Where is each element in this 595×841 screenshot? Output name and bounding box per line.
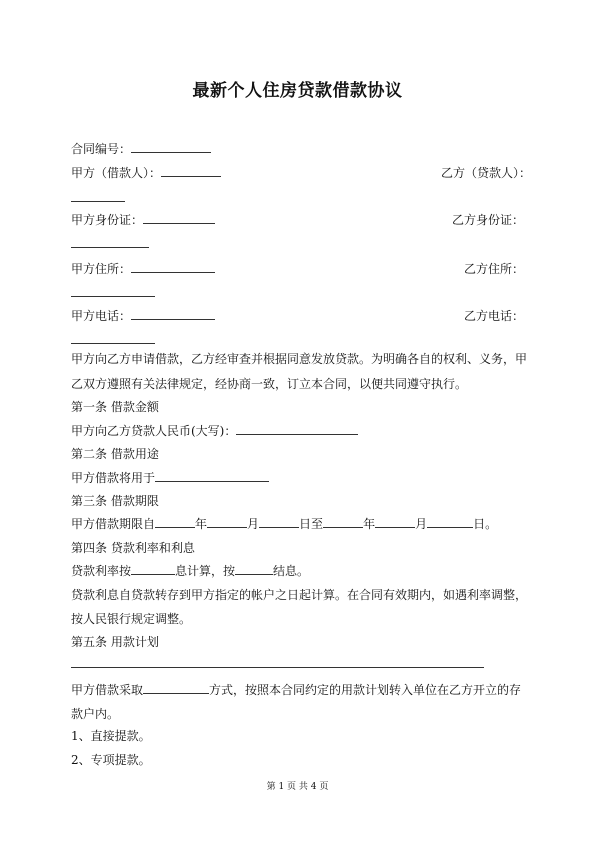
party-b-phone-blank — [71, 332, 155, 344]
article-4-text — [71, 563, 309, 579]
start-month-label: 月 — [247, 517, 260, 531]
list-item-direct-withdrawal: 1、直接提款。 — [71, 729, 151, 743]
start-year-label: 年 — [195, 517, 208, 531]
party-b-address-blank-line — [71, 285, 155, 301]
article-3-text — [71, 516, 497, 532]
article-2-text — [71, 470, 269, 486]
settlement-label: 结息。 — [273, 564, 310, 578]
interest-rate-label: 贷款利率按 — [71, 564, 132, 578]
party-a-id-label: 甲方身份证： — [71, 213, 144, 227]
contract-number-line — [71, 141, 211, 157]
list-item-special-withdrawal: 2、专项提款。 — [71, 753, 151, 767]
intro-paragraph-line-2: 乙双方遵照有关法律规定，经协商一致，订立本合同，以便共同遵守执行。 — [71, 377, 468, 391]
article-5-heading: 第五条 用款计划 — [71, 635, 159, 649]
party-b-address-label: 乙方住所： — [464, 262, 525, 276]
party-a-phone-blank — [131, 308, 215, 320]
party-b-phone-label: 乙方电话： — [464, 309, 525, 323]
end-day-blank — [427, 516, 473, 528]
document-title: 最新个人住房贷款借款协议 — [192, 81, 403, 101]
loan-amount-label: 甲方向乙方贷款人民币(大写)： — [71, 424, 237, 438]
withdrawal-method-label: 甲方借款采取 — [71, 683, 144, 697]
party-b-phone-blank-line — [71, 332, 155, 348]
party-b-lender-label: 乙方（贷款人）： — [441, 166, 532, 180]
article-4-heading: 第四条 贷款利率和利息 — [71, 541, 195, 555]
start-year-blank — [155, 516, 195, 528]
party-b-id-blank-line — [71, 236, 149, 252]
start-day-label: 日至 — [299, 517, 324, 531]
start-day-blank — [259, 516, 299, 528]
party-a-phone-label: 甲方电话： — [71, 309, 132, 323]
party-b-address-blank — [71, 285, 155, 297]
article-5-blank-rule — [71, 667, 484, 668]
party-a-address-label: 甲方住所： — [71, 262, 132, 276]
term-start-label: 甲方借款期限自 — [71, 517, 156, 531]
withdrawal-method-blank — [143, 682, 209, 694]
end-day-label: 日。 — [473, 517, 498, 531]
end-month-blank — [375, 516, 415, 528]
article-1-text — [71, 423, 358, 439]
withdrawal-method-text: 方式，按照本合同约定的用款计划转入单位在乙方开立的存 — [209, 683, 522, 697]
article-5-text-line-2: 款户内。 — [71, 707, 120, 721]
start-month-blank — [207, 516, 247, 528]
article-1-heading: 第一条 借款金额 — [71, 400, 159, 414]
interest-calc-label: 息计算，按 — [175, 564, 236, 578]
article-3-heading: 第三条 借款期限 — [71, 494, 159, 508]
party-a-borrower-blank — [161, 165, 221, 177]
end-year-label: 年 — [363, 517, 376, 531]
article-2-heading: 第二条 借款用途 — [71, 447, 159, 461]
party-b-lender-blank-line — [71, 190, 125, 206]
party-a-id-line — [71, 212, 215, 228]
interest-rate-blank — [131, 563, 175, 575]
contract-number-blank — [131, 141, 211, 153]
party-b-lender-blank — [71, 190, 125, 202]
page-footer: 第 1 页 共 4 页 — [266, 782, 329, 792]
party-a-id-blank — [143, 212, 215, 224]
party-a-address-line — [71, 261, 215, 277]
article-4-paragraph-line-2: 按人民银行规定调整。 — [71, 612, 192, 626]
end-year-blank — [323, 516, 363, 528]
loan-purpose-label: 甲方借款将用于 — [71, 471, 156, 485]
party-a-borrower-line — [71, 165, 221, 181]
party-b-id-label: 乙方身份证： — [452, 213, 525, 227]
party-a-phone-line — [71, 308, 215, 324]
contract-number-label: 合同编号： — [71, 142, 132, 156]
party-b-id-blank — [71, 236, 149, 248]
article-5-text — [71, 682, 521, 698]
loan-amount-blank — [236, 423, 358, 435]
article-4-paragraph-line-1: 贷款利息自贷款转存到甲方指定的帐户之日起计算。在合同有效期内，如遇利率调整， — [71, 588, 528, 602]
intro-paragraph-line-1: 甲方向乙方申请借款，乙方经审查并根据同意发放贷款。为明确各自的权利、义务，甲 — [71, 352, 528, 366]
end-month-label: 月 — [415, 517, 428, 531]
party-a-borrower-label: 甲方（借款人）： — [71, 166, 162, 180]
settlement-blank — [235, 563, 273, 575]
party-a-address-blank — [131, 261, 215, 273]
loan-purpose-blank — [155, 470, 269, 482]
